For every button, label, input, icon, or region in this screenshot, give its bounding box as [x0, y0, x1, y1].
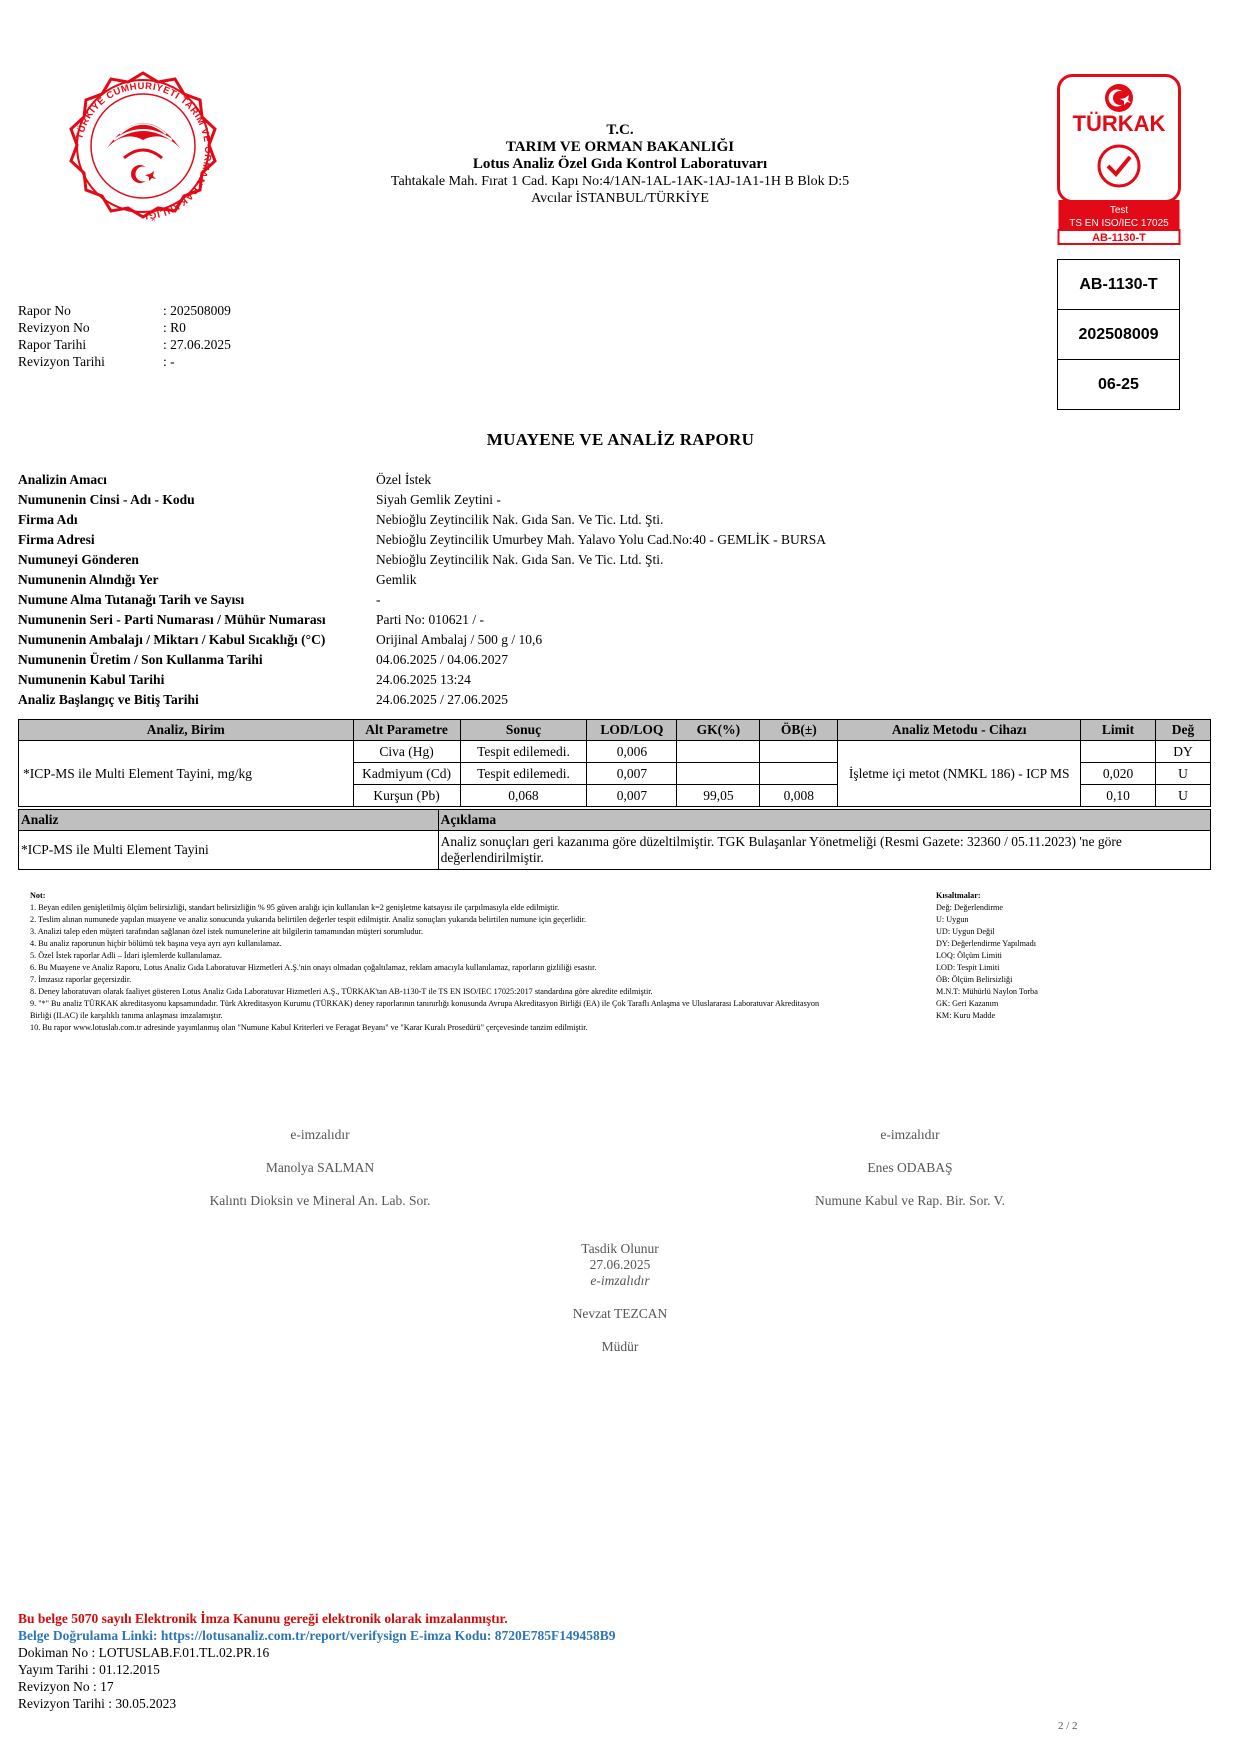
limit-cell: 0,020 — [1081, 763, 1156, 785]
report-info — [18, 302, 231, 370]
verification-link[interactable]: Belge Doğrulama Linki: https://lotusanaliz.com.tr/report/verifysign E-imza Kodu: 8720E785F149458B9 — [18, 1628, 616, 1643]
ob-cell — [760, 763, 838, 785]
col-header: Limit — [1081, 720, 1156, 741]
method-cell: İşletme içi metot (NMKL 186) - ICP MS — [838, 741, 1081, 807]
sample-info-value: Nebioğlu Zeytincilik Nak. Gıda San. Ve Tic. Ltd. Şti. — [376, 512, 664, 527]
report-info-row — [18, 336, 231, 353]
deg-cell: DY — [1155, 741, 1210, 763]
code-box-report-number: 202508009 — [1058, 310, 1179, 360]
col-header: Alt Parametre — [353, 720, 460, 741]
sample-info-key: Numunenin Ambalajı / Miktarı / Kabul Sıcaklığı (°C) — [18, 632, 326, 647]
footer — [18, 1610, 615, 1712]
abbreviation-item: KM: Kuru Madde — [936, 1011, 996, 1020]
table-row — [19, 741, 1211, 763]
deg-cell: U — [1155, 785, 1210, 807]
gk-cell: 99,05 — [677, 785, 760, 807]
sample-info-key: Numunenin Alındığı Yer — [18, 572, 159, 587]
header-tc: T.C. — [606, 122, 634, 138]
sample-info-value: Özel İstek — [376, 472, 432, 487]
turkak-accreditation-logo — [1057, 74, 1181, 245]
approval-date: 27.06.2025 — [589, 1257, 651, 1272]
code-box-date: 06-25 — [1098, 376, 1139, 393]
sample-info-value: Parti No: 010621 / - — [376, 612, 484, 627]
param-cell: Kurşun (Pb) — [353, 785, 460, 807]
note-item: 8. Deney laboratuvarı olarak faaliyet gösteren Lotus Analiz Gıda Laboratuvar Hizmetleri A.Ş., TÜRKAK'tan AB-1130-T ile TS EN ISO/IEC 17025:2017 standardına göre akredite edilmiştir. — [30, 987, 653, 996]
lod-cell: 0,007 — [587, 763, 677, 785]
results-table — [18, 719, 1211, 807]
report-info-row — [18, 302, 231, 319]
sample-info-value: 24.06.2025 13:24 — [376, 672, 471, 687]
sample-info-row — [18, 670, 826, 690]
turkak-brand-text: TÜRKAK — [1072, 111, 1166, 136]
sample-info-row — [18, 510, 826, 530]
header-address-line1: Tahtakale Mah. Fırat 1 Cad. Kapı No:4/1AN-1AL-1AK-1AJ-1A1-1H B Blok D:5 — [390, 174, 850, 189]
accreditation-code-box — [1057, 259, 1180, 410]
sample-info-row — [18, 630, 826, 650]
report-info-key: Revizyon No — [18, 320, 90, 335]
abbreviation-item: LOD: Tespit Limiti — [936, 963, 1000, 972]
col-header: Analiz Metodu - Cihazı — [838, 720, 1081, 741]
sample-info-value: 04.06.2025 / 04.06.2027 — [376, 652, 509, 667]
document-number: Dokiman No : LOTUSLAB.F.01.TL.02.PR.16 — [18, 1645, 270, 1660]
report-info-key: Revizyon Tarihi — [18, 354, 105, 369]
publish-date: Yayım Tarihi : 01.12.2015 — [18, 1662, 160, 1677]
result-cell: 0,068 — [460, 785, 587, 807]
sample-info-row — [18, 470, 826, 490]
sample-info-key: Firma Adresi — [18, 532, 95, 547]
code-box-accreditation: AB-1130-T — [1058, 260, 1179, 310]
note-item: 1. Beyan edilen genişletilmiş ölçüm belirsizliği, standart belirsizliğin % 95 güven aralığı için kullanılan k=2 genişletme katsayısı ile çarpılmasıyla elde edilmiştir. — [30, 903, 560, 912]
abbreviations-title: Kısaltmalar: — [936, 891, 981, 900]
abbreviation-item: ÖB: Ölçüm Belirsizliği — [936, 975, 1013, 984]
col-header: Analiz — [19, 810, 439, 831]
signature-role: Numune Kabul ve Rap. Bir. Sor. V. — [814, 1193, 1005, 1208]
explanation-text-cell: Analiz sonuçları geri kazanıma göre düzeltilmiştir. TGK Bulaşanlar Yönetmeliği (Resmi Gazete: 32360 / 05.11.2023) 'ne göre değerlendirilmiştir. — [438, 831, 1210, 870]
signature-status: e-imzalıdır — [290, 1127, 350, 1142]
approval-name: Nevzat TEZCAN — [572, 1306, 668, 1321]
note-item: 7. İmzasız raporlar geçersizdir. — [30, 975, 132, 984]
sample-info-key: Numunenin Seri - Parti Numarası / Mühür Numarası — [18, 612, 326, 627]
turkak-standard-label: TS EN ISO/IEC 17025 — [1069, 218, 1169, 229]
signature-approval — [470, 1241, 770, 1355]
limit-cell: 0,10 — [1081, 785, 1156, 807]
signature-name: Enes ODABAŞ — [867, 1160, 953, 1175]
report-info-value: : 202508009 — [163, 303, 231, 318]
page-number: 2 / 2 — [1058, 1720, 1078, 1732]
abbreviations-block — [936, 890, 1136, 1022]
sample-info-key: Numunenin Kabul Tarihi — [18, 672, 165, 687]
sample-info-key: Firma Adı — [18, 512, 78, 527]
seal-ring-text: TÜRKİYE CUMHURİYETİ TARIM VE ORMAN BAKANLIĞI — [74, 80, 214, 221]
abbreviation-item: Değ: Değerlendirme — [936, 903, 1004, 912]
sample-info-value: Siyah Gemlik Zeytini - — [376, 492, 501, 507]
revision-date: Revizyon Tarihi : 30.05.2023 — [18, 1696, 177, 1711]
note-item: 2. Teslim alınan numunede yapılan muayene ve analiz sonucunda yukarıda belirtilen değerler tespit edilmiştir. Analiz sonuçları yukarıda belirtilen numune için geçerlidir. — [30, 915, 587, 924]
col-header: ÖB(±) — [760, 720, 838, 741]
gk-cell — [677, 763, 760, 785]
sample-info-row — [18, 590, 826, 610]
sample-info-row — [18, 530, 826, 550]
report-info-value: : R0 — [163, 320, 186, 335]
lod-cell: 0,006 — [587, 741, 677, 763]
sample-info-row — [18, 650, 826, 670]
header-block — [330, 122, 910, 207]
header-address-line2: Avcılar İSTANBUL/TÜRKİYE — [531, 191, 709, 206]
sample-info-key: Numunenin Üretim / Son Kullanma Tarihi — [18, 652, 263, 667]
signature-role: Kalıntı Dioksin ve Mineral An. Lab. Sor. — [209, 1193, 431, 1208]
abbreviation-item: U: Uygun — [936, 915, 969, 924]
sample-info-key: Numuneyi Gönderen — [18, 552, 139, 567]
notes-block — [30, 890, 930, 1034]
approval-role: Müdür — [601, 1339, 639, 1354]
col-header: Açıklama — [438, 810, 1210, 831]
result-cell: Tespit edilemedi. — [460, 741, 587, 763]
abbreviation-item: GK: Geri Kazanım — [936, 999, 999, 1008]
note-item: 9. "*" Bu analiz TÜRKAK akreditasyonu kapsamındadır. Türk Akreditasyon Kurumu (TÜRKAK) deney raporlarının tanınırlığı konusunda Avrupa Akreditasyon Birliği (EA) ile Çok Taraflı Anlaşma ve Uluslararası Laboratuvar Akreditasyon Birliği (ILAC) ile karşılıklı tanıma anlaşması imzalamıştır. — [30, 999, 820, 1020]
sample-info-key: Numune Alma Tutanağı Tarih ve Sayısı — [18, 592, 245, 607]
table-row — [19, 831, 1211, 870]
esign-notice: Bu belge 5070 sayılı Elektronik İmza Kanunu gereği elektronik olarak imzalanmıştır. — [18, 1611, 508, 1626]
report-title: MUAYENE VE ANALİZ RAPORU — [486, 430, 755, 449]
col-header: Değ — [1155, 720, 1210, 741]
note-item: 3. Analizi talep eden müşteri tarafından sağlanan özel istek numunelerine ait bilgilerin tamamından müşteri sorumludur. — [30, 927, 423, 936]
signature-name: Manolya SALMAN — [265, 1160, 375, 1175]
abbreviation-item: M.N.T: Mühürlü Naylon Torba — [936, 987, 1038, 996]
note-item: 6. Bu Muayene ve Analiz Raporu, Lotus Analiz Gıda Laboratuvar Hizmetleri A.Ş.'nin onayı olmadan çoğaltılamaz, reklam amacıyla kullanılamaz, raporların gizliliği esastır. — [30, 963, 597, 972]
explanation-table — [18, 809, 1211, 870]
sample-info-row — [18, 550, 826, 570]
ob-cell — [760, 741, 838, 763]
gk-cell — [677, 741, 760, 763]
limit-cell — [1081, 741, 1156, 763]
header-ministry: TARIM VE ORMAN BAKANLIĞI — [505, 139, 735, 155]
abbreviation-item: UD: Uygun Değil — [936, 927, 995, 936]
turkak-test-label: Test — [1109, 205, 1129, 216]
report-info-row — [18, 353, 231, 370]
sample-info-row — [18, 610, 826, 630]
header-lab-name: Lotus Analiz Özel Gıda Kontrol Laboratuvarı — [472, 156, 768, 172]
approval-status: e-imzalıdır — [590, 1273, 650, 1288]
sample-info-value: 24.06.2025 / 27.06.2025 — [376, 692, 509, 707]
col-header: LOD/LOQ — [587, 720, 677, 741]
note-item: 10. Bu rapor www.lotuslab.com.tr adresinde yayımlanmış olan "Numune Kabul Kriterleri ve Feragat Beyanı" ve "Karar Kuralı Prosedürü" çerçevesinde tanzim edilmiştir. — [30, 1023, 588, 1032]
sample-info-value: Orijinal Ambalaj / 500 g / 10,6 — [376, 632, 543, 647]
report-info-row — [18, 319, 231, 336]
sample-info-row — [18, 690, 826, 710]
ministry-seal-logo — [62, 70, 224, 232]
note-item: 5. Özel İstek raporlar Adli – İdari işlemlerde kullanılamaz. — [30, 951, 222, 960]
sample-info-row — [18, 570, 826, 590]
param-cell: Kadmiyum (Cd) — [353, 763, 460, 785]
abbreviation-item: LOQ: Ölçüm Limiti — [936, 951, 1002, 960]
sample-info-key: Analizin Amacı — [18, 472, 107, 487]
notes-title: Not: — [30, 891, 46, 900]
abbreviation-item: DY: Değerlendirme Yapılmadı — [936, 939, 1036, 948]
param-cell: Civa (Hg) — [353, 741, 460, 763]
col-header: Analiz, Birim — [19, 720, 354, 741]
signature-left — [170, 1127, 470, 1209]
sample-info-value: - — [376, 592, 381, 607]
report-info-value: : 27.06.2025 — [163, 337, 231, 352]
sample-info-value: Nebioğlu Zeytincilik Umurbey Mah. Yalavo Yolu Cad.No:40 - GEMLİK - BURSA — [376, 532, 826, 547]
ob-cell: 0,008 — [760, 785, 838, 807]
sample-info-value: Nebioğlu Zeytincilik Nak. Gıda San. Ve Tic. Ltd. Şti. — [376, 552, 664, 567]
turkak-code-label: AB-1130-T — [1092, 232, 1146, 244]
approval-label: Tasdik Olunur — [581, 1241, 659, 1256]
sample-info — [18, 470, 826, 710]
explanation-header-row — [19, 810, 1211, 831]
note-item: 4. Bu analiz raporunun hiçbir bölümü tek başına veya ayrı ayrı kullanılamaz. — [30, 939, 282, 948]
deg-cell: U — [1155, 763, 1210, 785]
col-header: Sonuç — [460, 720, 587, 741]
report-info-value: : - — [163, 354, 175, 369]
sample-info-key: Analiz Başlangıç ve Bitiş Tarihi — [18, 692, 199, 707]
analysis-name-cell: *ICP-MS ile Multi Element Tayini, mg/kg — [19, 741, 354, 807]
lod-cell: 0,007 — [587, 785, 677, 807]
revision-number: Revizyon No : 17 — [18, 1679, 114, 1694]
explanation-analysis-cell: *ICP-MS ile Multi Element Tayini — [19, 831, 439, 870]
report-info-key: Rapor Tarihi — [18, 337, 87, 352]
sample-info-key: Numunenin Cinsi - Adı - Kodu — [18, 492, 195, 507]
results-header-row — [19, 720, 1211, 741]
signature-status: e-imzalıdır — [880, 1127, 940, 1142]
result-cell: Tespit edilemedi. — [460, 763, 587, 785]
report-info-key: Rapor No — [18, 303, 71, 318]
sample-info-row — [18, 490, 826, 510]
sample-info-value: Gemlik — [376, 572, 417, 587]
signature-right — [760, 1127, 1060, 1209]
col-header: GK(%) — [677, 720, 760, 741]
